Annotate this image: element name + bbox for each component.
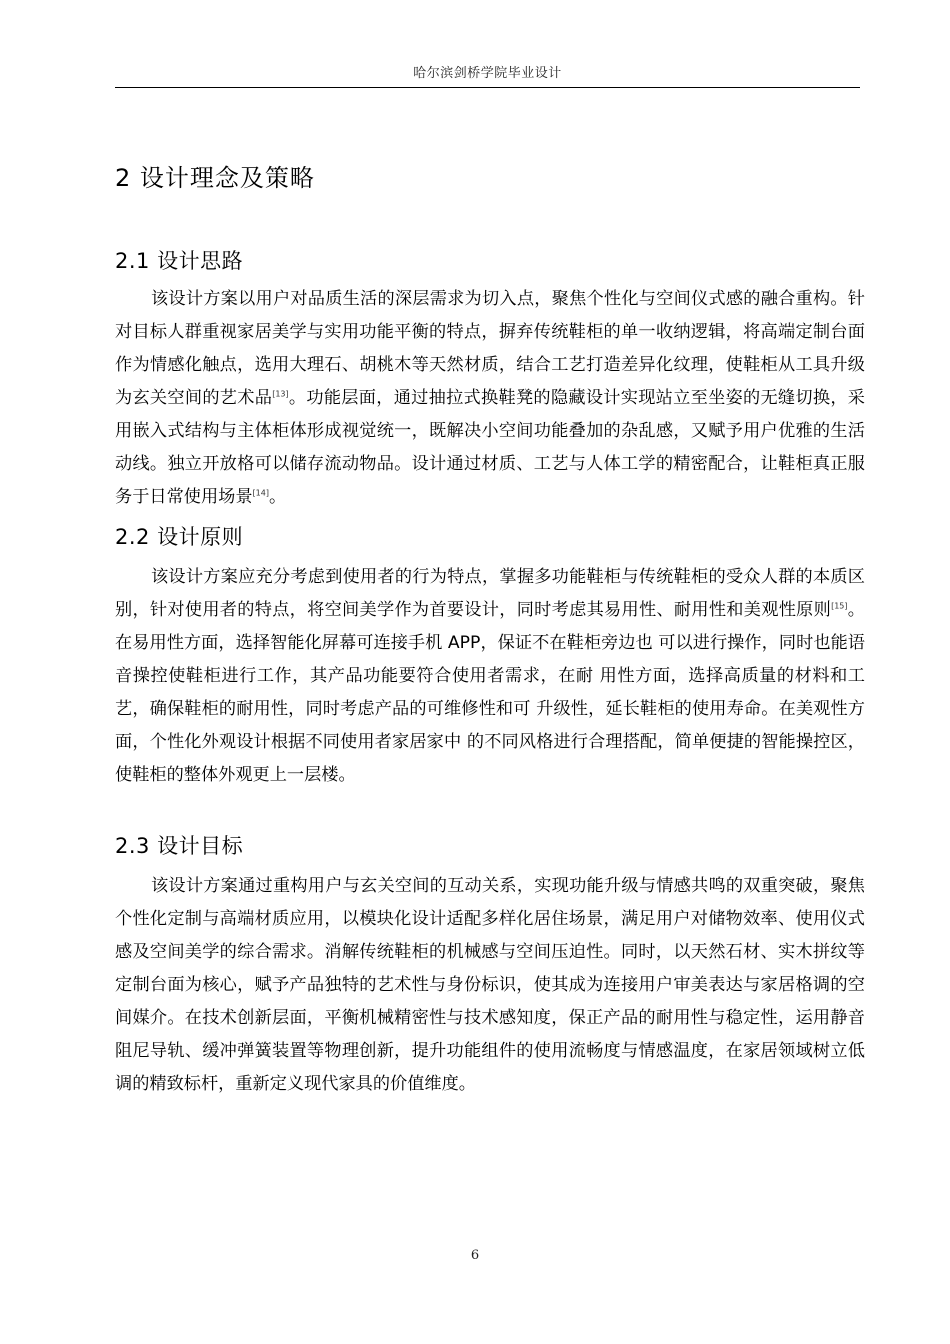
paragraph-text: 。在易用性方面，选择智能化屏幕可连接手机 APP，保证不在鞋柜旁边也 可以进行操作，同时也能语音操控使鞋柜进行工作，其产品功能要符合使用者需求，在耐 用性方面，选择高质量的材料和工艺，确保鞋柜的耐用性，同时考虑产品的可维修性和可 升级性，延长鞋柜的使用寿命。在美观性方面，个性化外观设计根据不同使用者家居家中 的不同风格进行合理搭配，简单便捷的智能操控区，使鞋柜的整体外观更上一层楼。 bbox=[115, 600, 865, 785]
running-header: 哈尔滨剑桥学院毕业设计 bbox=[413, 66, 562, 81]
section-paragraph-2-1 bbox=[115, 283, 865, 514]
chapter-title: 2 设计理念及策略 bbox=[115, 164, 315, 192]
section-title-2-1: 2.1 设计思路 bbox=[115, 249, 244, 273]
section-title-2-2: 2.2 设计原则 bbox=[115, 525, 244, 549]
section-paragraph-2-3 bbox=[115, 870, 865, 1101]
citation: [14] bbox=[252, 488, 269, 498]
paragraph-text: 该设计方案通过重构用户与玄关空间的互动关系，实现功能升级与情感共鸣的双重突破，聚焦个性化定制与高端材质应用，以模块化设计适配多样化居住场景，满足用户对储物效率、使用仪式感及空间美学的综合需求。消解传统鞋柜的机械感与空间压迫性。同时，以天然石材、实木拼纹等定制台面为核心，赋予产品独特的艺术性与身份标识，使其成为连接用户审美表达与家居格调的空间媒介。在技术创新层面，平衡机械精密性与技术感知度，保正产品的耐用性与稳定性，运用静音阻尼导轨、缓冲弹簧装置等物理创新，提升功能组件的使用流畅度与情感温度，在家居领域树立低调的精致标杆，重新定义现代家具的价值维度。 bbox=[115, 876, 865, 1094]
citation: [13] bbox=[272, 389, 289, 399]
paragraph-text: 该设计方案应充分考虑到使用者的行为特点，掌握多功能鞋柜与传统鞋柜的受众人群的本质区别，针对使用者的特点，将空间美学作为首要设计，同时考虑其易用性、耐用性和美观性原则 bbox=[115, 567, 865, 620]
paragraph-text: 。 bbox=[268, 487, 287, 507]
paragraph-text: 。功能层面，通过抽拉式换鞋凳的隐藏设计实现站立至坐姿的无缝切换，采用嵌入式结构与主体柜体形成视觉统一，既解决小空间功能叠加的杂乱感，又赋予用户优雅的生活动线。独立开放格可以储存流动物品。设计通过材质、工艺与人体工学的精密配合，让鞋柜真正服务于日常使用场景 bbox=[115, 388, 865, 507]
citation: [15] bbox=[831, 601, 848, 611]
section-title-2-3: 2.3 设计目标 bbox=[115, 834, 244, 858]
page-number: 6 bbox=[470, 1248, 480, 1263]
header-rule bbox=[115, 87, 860, 88]
paragraph-text: 该设计方案以用户对品质生活的深层需求为切入点，聚焦个性化与空间仪式感的融合重构。针对目标人群重视家居美学与实用功能平衡的特点，摒弃传统鞋柜的单一收纳逻辑，将高端定制台面作为情感化触点，选用大理石、胡桃木等天然材质，结合工艺打造差异化纹理，使鞋柜从工具升级为玄关空间的艺术品 bbox=[115, 289, 865, 408]
section-paragraph-2-2 bbox=[115, 561, 865, 792]
